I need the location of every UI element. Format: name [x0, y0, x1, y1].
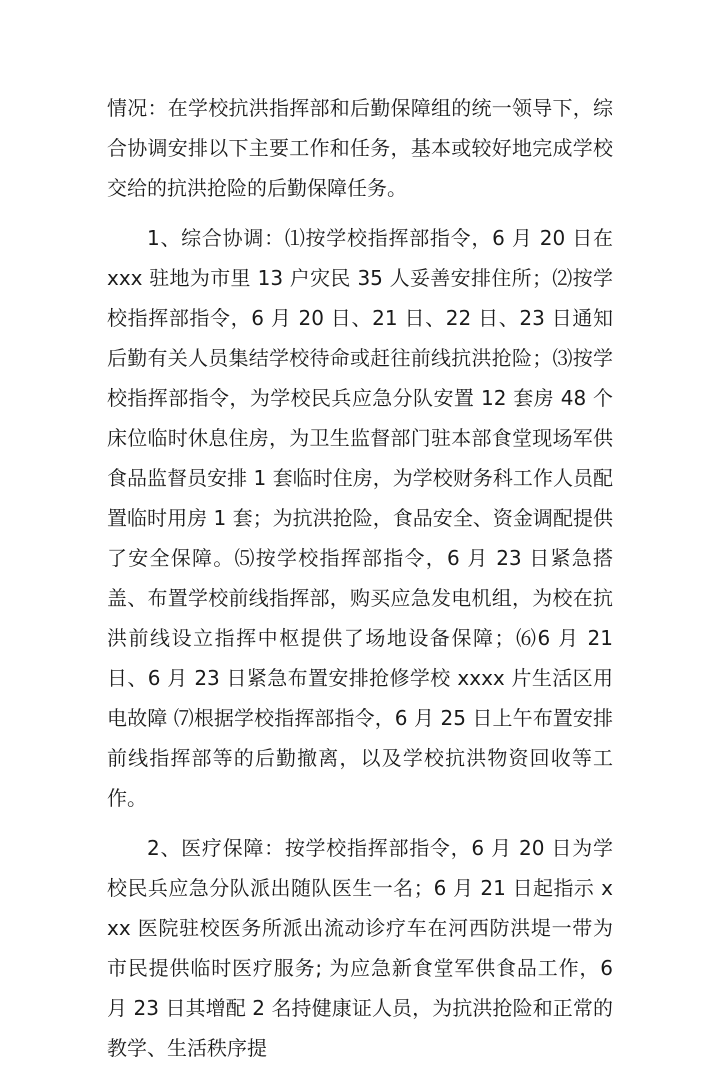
paragraph-coordination: 1、综合协调：⑴按学校指挥部指令，6 月 20 日在 xxx 驻地为市里 13 户灾民 35 人妥善安排住所；⑵按学校指挥部指令，6 月 20 日、21 日、22 日、23 日通知后勤有关人员集结学校待命或赶往前线抗洪抢险；⑶按学校指挥部指令，为学校民兵应急分队安置 12 套房 48 个床位临时休息住房，为卫生监督部门驻本部食堂现场军供食品监督员安排 1 套临时住房，为学校财务科工作人员配置临时用房 1 套；为抗洪抢险，食品安全、资金调配提供了安全保障。⑸按学校指挥部指令，6 月 23 日紧急搭盖、布置学校前线指挥部，购买应急发电机组，为校在抗洪前线设立指挥中枢提供了场地设备保障；⑹6 月 21 日、6 月 23 日紧急布置安排抢修学校 xxxx 片生活区用电故障 ⑺根据学校指挥部指令，6 月 25 日上午布置安排前线指挥部等的后勤撤离，以及学校抗洪物资回收等工作。	[107, 226, 613, 810]
document-body	[107, 88, 613, 1078]
paragraph-intro: 情况：在学校抗洪指挥部和后勤保障组的统一领导下，综合协调安排以下主要工作和任务，基本或较好地完成学校交给的抗洪抢险的后勤保障任务。	[107, 96, 613, 200]
paragraph-medical: 2、医疗保障：按学校指挥部指令，6 月 20 日为学校民兵应急分队派出随队医生一名；6 月 21 日起指示 xxx 医院驻校医务所派出流动诊疗车在河西防洪堤一带为市民提供临时医疗服务; 为应急新食堂军供食品工作，6 月 23 日其增配 2 名持健康证人员，为抗洪抢险和正常的教学、生活秩序提	[107, 836, 613, 1060]
